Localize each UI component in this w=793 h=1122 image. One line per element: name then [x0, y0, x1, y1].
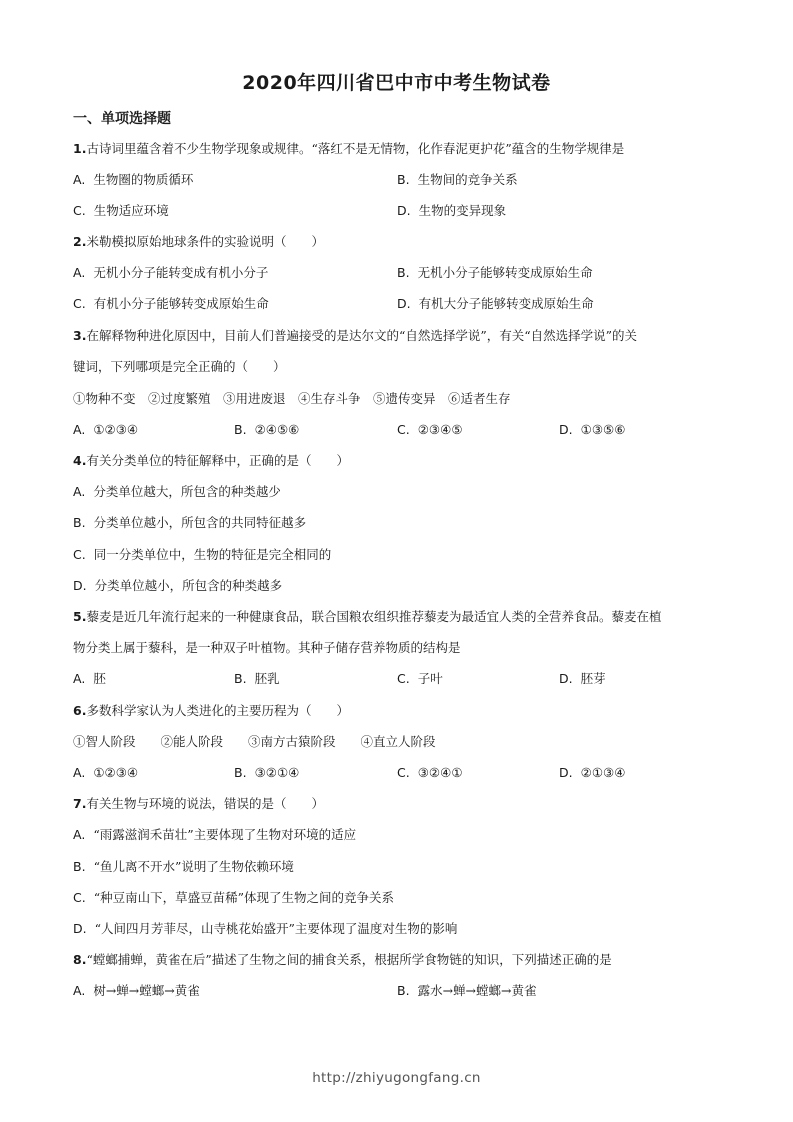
- question-number: 5.: [73, 609, 87, 624]
- option-a: A. 生物圈的物质循环: [73, 172, 194, 187]
- question-5-stem-cont: 物分类上属于藜科，是一种双子叶植物。其种子储存营养物质的结构是: [73, 640, 461, 655]
- question-number: 7.: [73, 796, 87, 811]
- option-b: B. “鱼儿离不开水”说明了生物依赖环境: [73, 859, 294, 874]
- option-c: C. 有机小分子能够转变成原始生命: [73, 296, 269, 311]
- option-a: A. 树→蝉→螳螂→黄雀: [73, 983, 200, 998]
- question-text: “螳螂捕蝉，黄雀在后”描述了生物之间的捕食关系，根据所学食物链的知识，下列描述正确的是: [86, 952, 612, 967]
- question-4-stem: [73, 452, 349, 470]
- question-number: 8.: [73, 952, 87, 967]
- option-d: D. “人间四月芳菲尽，山寺桃花始盛开”主要体现了温度对生物的影响: [73, 921, 458, 936]
- section-heading: 一、单项选择题: [73, 111, 171, 127]
- option-a: A. 无机小分子能转变成有机小分子: [73, 265, 269, 280]
- question-2-stem: [73, 233, 324, 251]
- option-b: B. ③②①④: [234, 765, 300, 780]
- question-number: 2.: [73, 234, 87, 249]
- option-c: C. ③②④①: [397, 765, 463, 780]
- question-number: 4.: [73, 453, 87, 468]
- question-text: 有关生物与环境的说法，错误的是（ ）: [86, 796, 324, 811]
- question-3-stem-cont: 键词，下列哪项是完全正确的（ ）: [73, 359, 286, 374]
- question-text: 藜麦是近几年流行起来的一种健康食品，联合国粮农组织推荐藜麦为最适宜人类的全营养食品。藜麦在植: [86, 609, 662, 624]
- option-c: C. 子叶: [397, 671, 443, 686]
- question-5-stem: [73, 608, 661, 626]
- question-text: 多数科学家认为人类进化的主要历程为（ ）: [86, 703, 349, 718]
- option-d: D. 分类单位越小，所包含的种类越多: [73, 578, 283, 593]
- option-b: B. 露水→蝉→螳螂→黄雀: [397, 983, 537, 998]
- question-number: 6.: [73, 703, 87, 718]
- option-d: D. ①③⑤⑥: [559, 422, 626, 437]
- question-6-stem: [73, 702, 349, 720]
- option-c: C. “种豆南山下，草盛豆苗稀”体现了生物之间的竞争关系: [73, 890, 394, 905]
- option-b: B. 胚乳: [234, 671, 280, 686]
- option-a: A. ①②③④: [73, 422, 139, 437]
- option-b: B. 生物间的竞争关系: [397, 172, 518, 187]
- option-c: C. 生物适应环境: [73, 203, 169, 218]
- option-a: A. 分类单位越大，所包含的种类越少: [73, 484, 281, 499]
- option-d: D. 生物的变异现象: [397, 203, 507, 218]
- question-text: 米勒模拟原始地球条件的实验说明（ ）: [86, 234, 324, 249]
- question-1-stem: [73, 140, 624, 158]
- option-a: A. ①②③④: [73, 765, 139, 780]
- option-b: B. ②④⑤⑥: [234, 422, 300, 437]
- question-8-stem: [73, 951, 612, 969]
- option-c: C. ②③④⑤: [397, 422, 463, 437]
- question-6-items: ①智人阶段 ②能人阶段 ③南方古猿阶段 ④直立人阶段: [73, 734, 436, 749]
- option-c: C. 同一分类单位中，生物的特征是完全相同的: [73, 547, 332, 562]
- question-7-stem: [73, 795, 324, 813]
- question-text: 古诗词里蕴含着不少生物学现象或规律。“落红不是无情物，化作春泥更护花”蕴含的生物学规律是: [86, 141, 625, 156]
- option-a: A. “雨露滋润禾苗壮”主要体现了生物对环境的适应: [73, 827, 357, 842]
- exam-title: 2020年四川省巴中市中考生物试卷: [242, 72, 551, 94]
- option-b: B. 无机小分子能够转变成原始生命: [397, 265, 593, 280]
- footer-url: http://zhiyugongfang.cn: [312, 1070, 481, 1086]
- option-a: A. 胚: [73, 671, 106, 686]
- question-number: 3.: [73, 328, 87, 343]
- option-d: D. ②①③④: [559, 765, 626, 780]
- question-text: 在解释物种进化原因中，目前人们普遍接受的是达尔文的“自然选择学说”，有关“自然选择学说”的关: [86, 328, 638, 343]
- question-3-stem: [73, 327, 637, 345]
- question-3-items: ①物种不变 ②过度繁殖 ③用进废退 ④生存斗争 ⑤遗传变异 ⑥适者生存: [73, 391, 511, 406]
- question-text: 有关分类单位的特征解释中，正确的是（ ）: [86, 453, 349, 468]
- option-b: B. 分类单位越小，所包含的共同特征越多: [73, 515, 307, 530]
- question-number: 1.: [73, 141, 87, 156]
- option-d: D. 有机大分子能够转变成原始生命: [397, 296, 594, 311]
- option-d: D. 胚芽: [559, 671, 606, 686]
